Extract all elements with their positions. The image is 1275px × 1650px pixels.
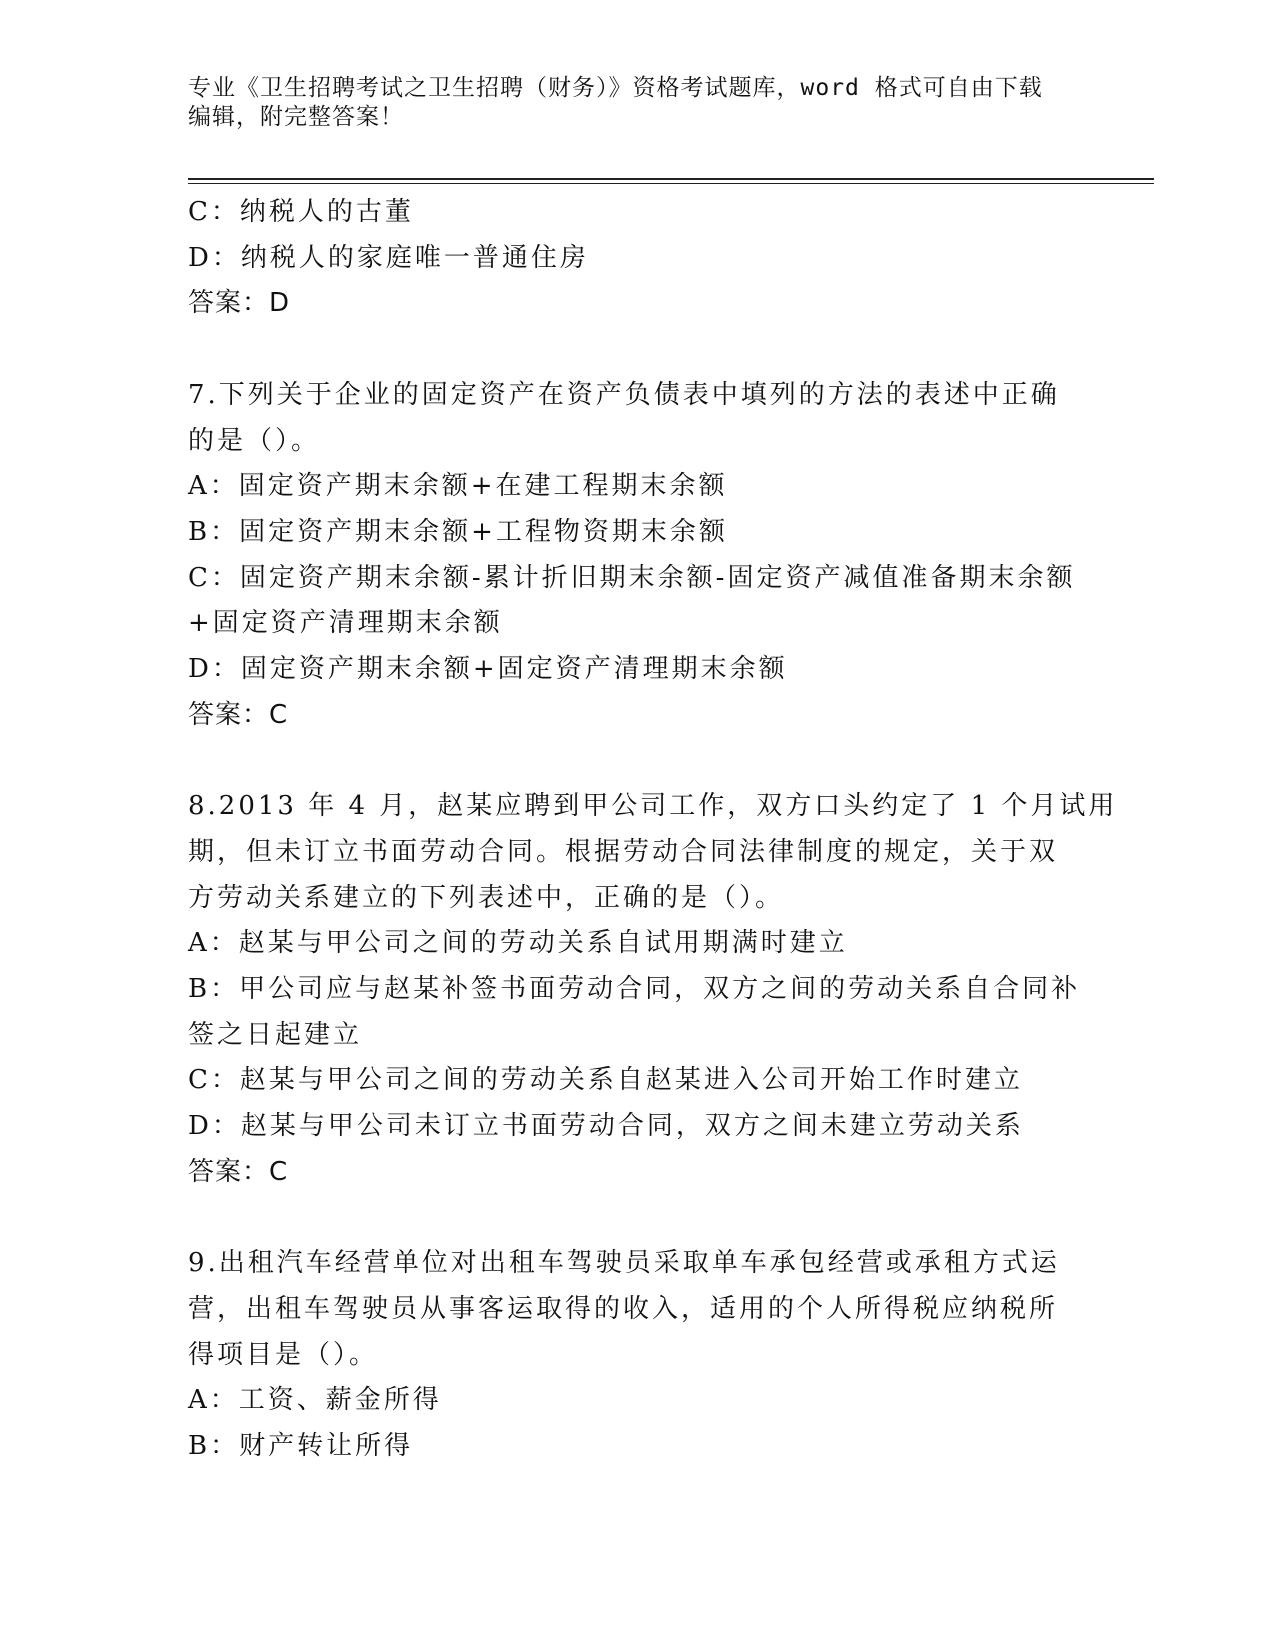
option-a: A：赵某与甲公司之间的劳动关系自试用期满时建立 [188, 928, 848, 959]
option-b-continued: 签之日起建立 [188, 1019, 363, 1050]
header-line-1: 专业《卫生招聘考试之卫生招聘（财务）》资格考试题库，word 格式可自由下载 [188, 75, 1043, 101]
header-divider-thick [188, 178, 1154, 180]
option-b: B：甲公司应与赵某补签书面劳动合同，双方之间的劳动关系自合同补 [188, 973, 1081, 1004]
answer: 答案：C [188, 699, 289, 730]
spacer [188, 1195, 1088, 1241]
header-divider-thin [188, 183, 1154, 184]
question-stem: 的是（）。 [188, 425, 321, 456]
question-6-tail [188, 190, 1088, 327]
spacer [188, 327, 1088, 373]
document-header [188, 74, 1088, 132]
question-stem: 8.2013 年 4 月，赵某应聘到甲公司工作，双方口头约定了 1 个月试用 [188, 791, 1118, 822]
answer: 答案：C [188, 1156, 289, 1187]
spacer [188, 738, 1088, 784]
question-stem: 7.下列关于企业的固定资产在资产负债表中填列的方法的表述中正确 [188, 379, 1060, 410]
option-b: B：固定资产期末余额+工程物资期末余额 [188, 516, 728, 547]
option-a: A：工资、薪金所得 [188, 1385, 442, 1416]
option-c: C：赵某与甲公司之间的劳动关系自赵某进入公司开始工作时建立 [188, 1065, 1023, 1096]
question-content [188, 190, 1118, 1470]
option-c: C：固定资产期末余额-累计折旧期末余额-固定资产减值准备期末余额 [188, 562, 1076, 593]
option-d: D：赵某与甲公司未订立书面劳动合同，双方之间未建立劳动关系 [188, 1111, 1024, 1142]
question-stem: 得项目是（）。 [188, 1339, 379, 1370]
question-stem: 9.出租汽车经营单位对出租车驾驶员采取单车承包经营或承租方式运 [188, 1248, 1060, 1279]
option-c-continued: +固定资产清理期末余额 [188, 608, 503, 639]
header-line-2: 编辑，附完整答案！ [188, 104, 404, 130]
question-7 [188, 373, 1088, 739]
option-d: D：纳税人的家庭唯一普通住房 [188, 242, 589, 273]
answer: 答案：D [188, 288, 291, 319]
question-stem: 期，但未订立书面劳动合同。根据劳动合同法律制度的规定，关于双 [188, 836, 1059, 867]
question-stem: 方劳动关系建立的下列表述中，正确的是（）。 [188, 882, 785, 913]
option-b: B：财产转让所得 [188, 1430, 414, 1461]
option-a: A：固定资产期末余额+在建工程期末余额 [188, 471, 728, 502]
option-c: C：纳税人的古董 [188, 197, 414, 227]
question-stem: 营，出租车驾驶员从事客运取得的收入，适用的个人所得税应纳税所 [188, 1293, 1059, 1324]
question-9 [188, 1241, 1088, 1470]
question-8 [188, 784, 1118, 1195]
option-d: D：固定资产期末余额+固定资产清理期末余额 [188, 654, 788, 685]
